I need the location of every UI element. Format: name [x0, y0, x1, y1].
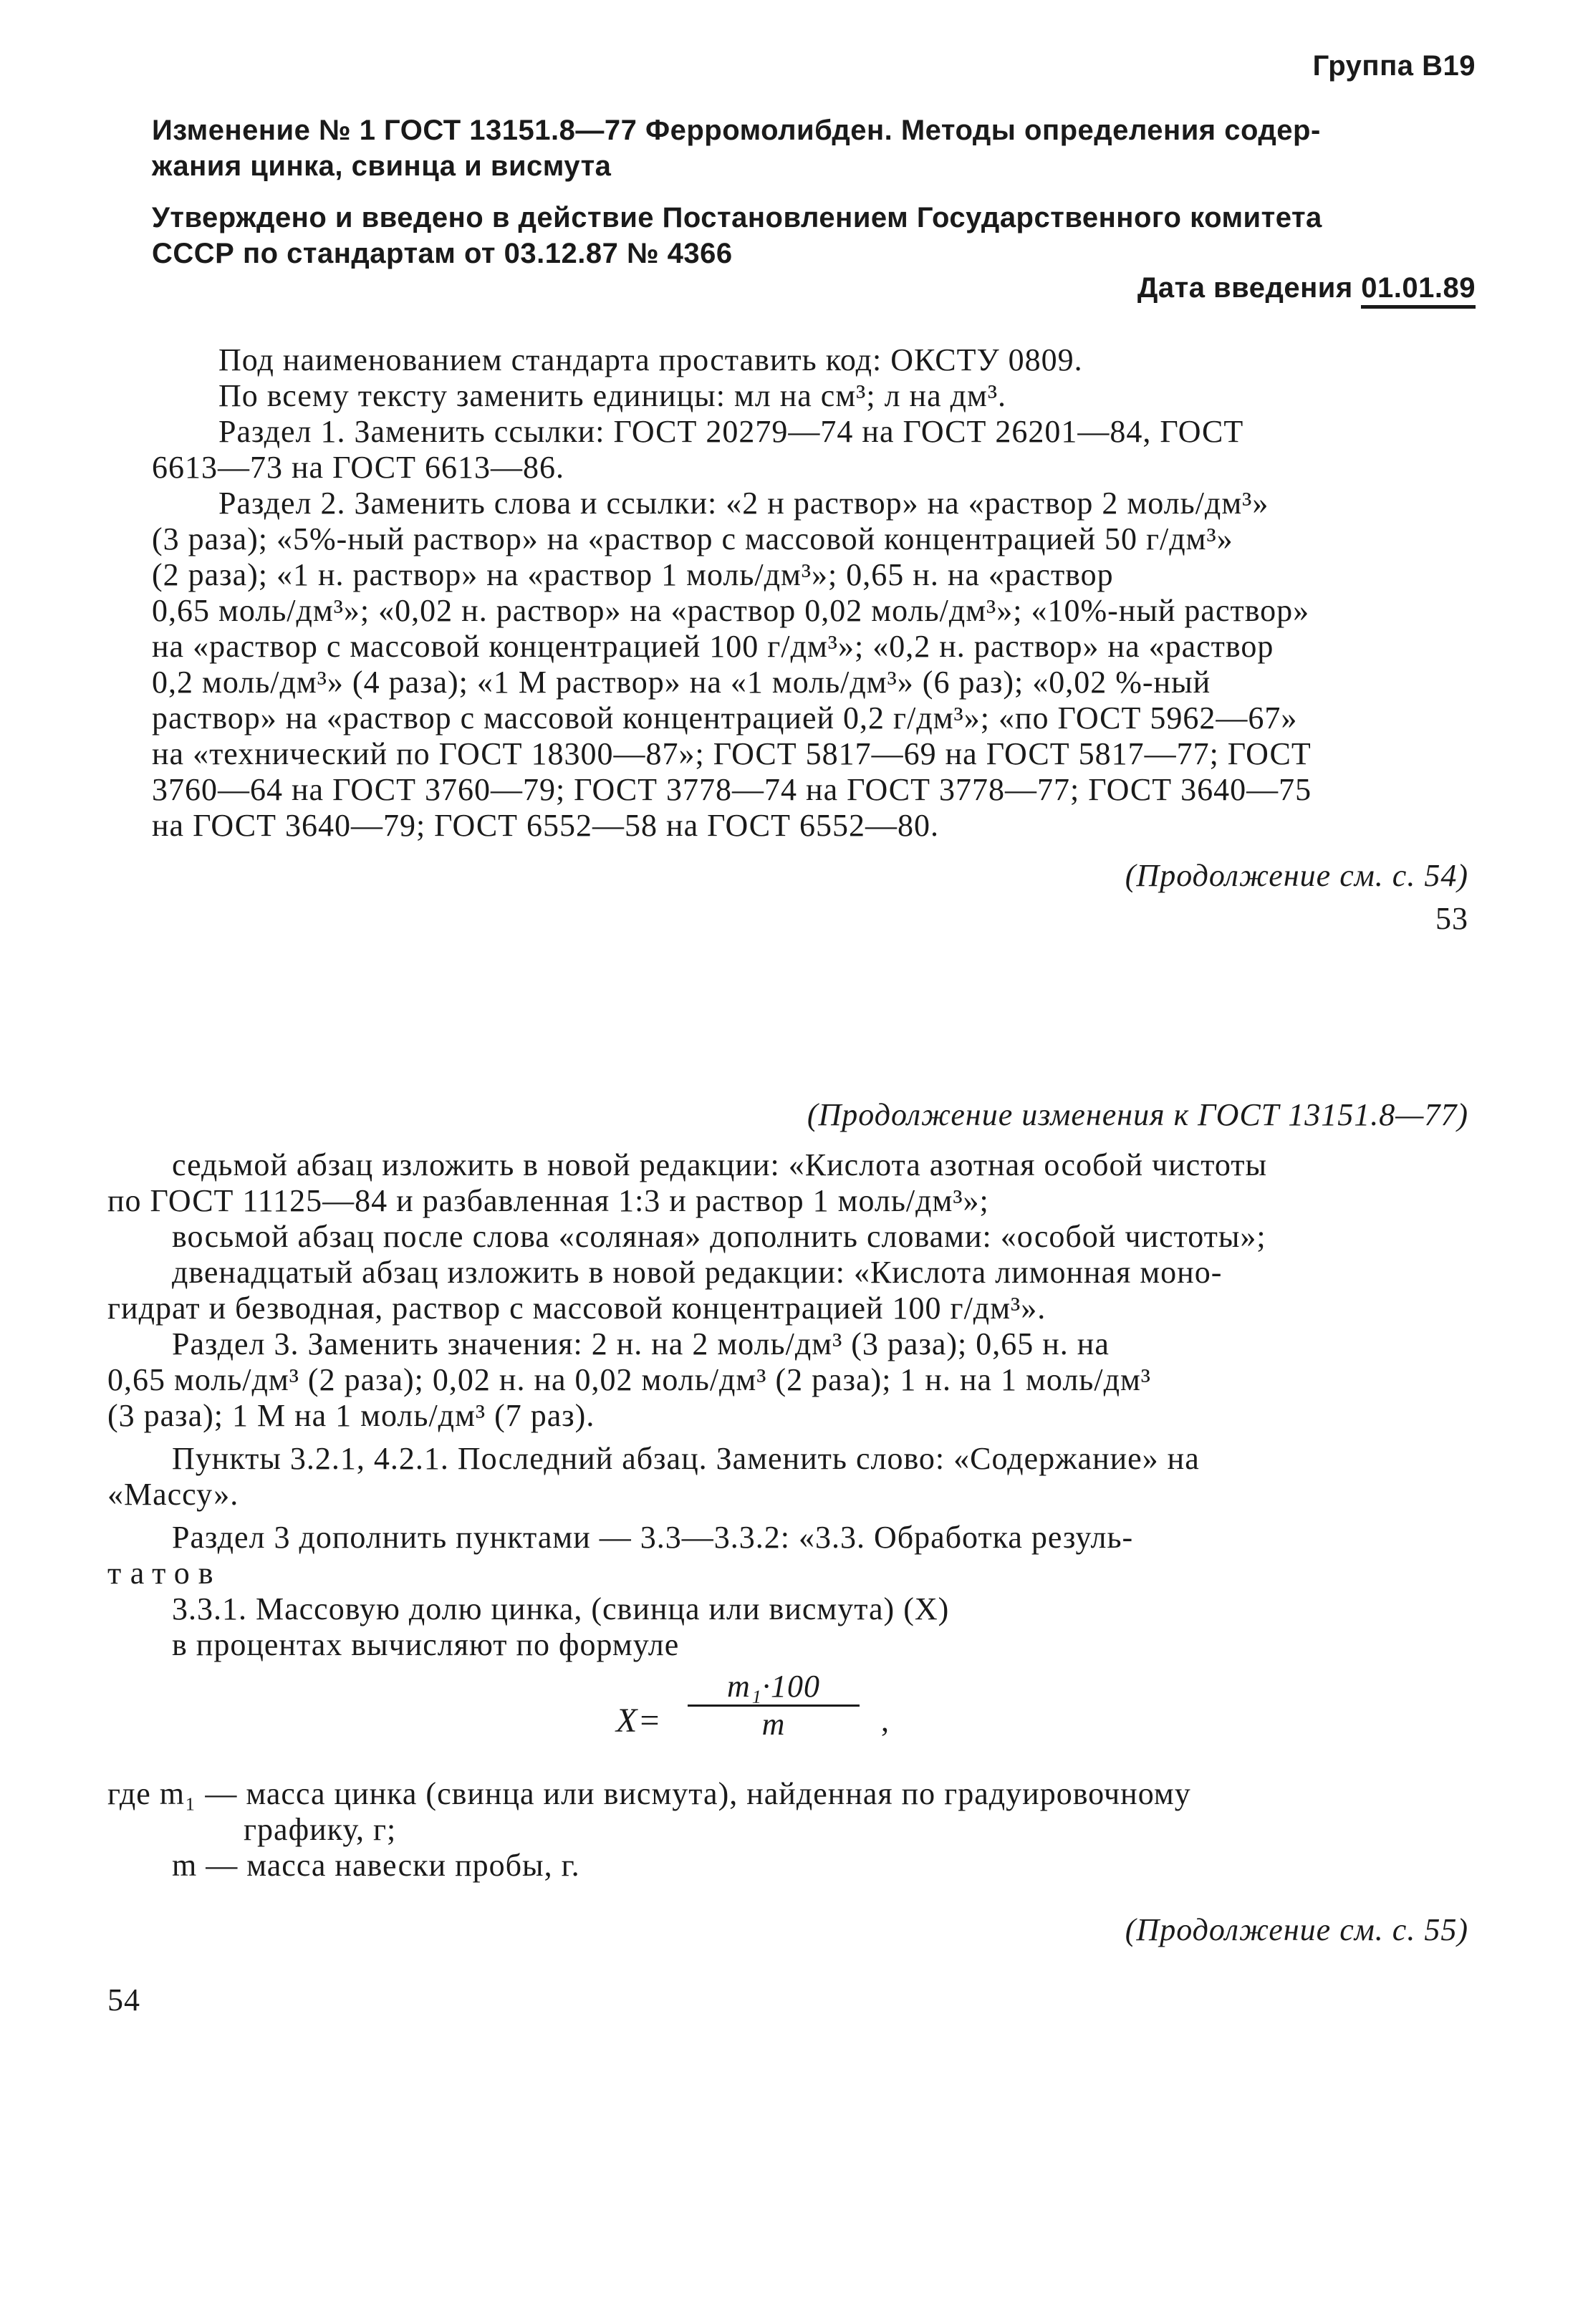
body-line: Раздел 3. Заменить значения: 2 н. на 2 моль/дм³ (3 раза); 0,65 н. на [172, 1326, 1110, 1361]
body-line: седьмой абзац изложить в новой редакции: «Кислота азотная особой чистоты [172, 1147, 1268, 1182]
body-line: «Массу». [107, 1477, 239, 1512]
body-line: Пункты 3.2.1, 4.2.1. Последний абзац. Заменить слово: «Содержание» на [172, 1441, 1200, 1476]
body-line: 0,2 моль/дм³» (4 раза); «1 М раствор» на «1 моль/дм³» (6 раз); «0,02 %-ный [152, 665, 1211, 700]
page-number: 53 [1435, 901, 1468, 936]
formula-denominator: m [761, 1707, 786, 1742]
body-line: в процентах вычисляют по формуле [172, 1627, 680, 1662]
body-line: по ГОСТ 11125—84 и разбавленная 1:3 и раствор 1 моль/дм³»; [107, 1183, 989, 1218]
body-line: на «технический по ГОСТ 18300—87»; ГОСТ 5817—69 на ГОСТ 5817—77; ГОСТ [152, 736, 1312, 771]
page-53 [0, 0, 1583, 953]
where-line: где m₁ — масса цинка (свинца или висмута), найденная по градуировочному [107, 1776, 1191, 1811]
continuation-header: (Продолжение изменения к ГОСТ 13151.8—77) [807, 1097, 1468, 1132]
formula-lhs: X= [616, 1702, 662, 1740]
body-line: Раздел 1. Заменить ссылки: ГОСТ 20279—74 на ГОСТ 26201—84, ГОСТ [218, 414, 1244, 449]
body-line: двенадцатый абзац изложить в новой редакции: «Кислота лимонная моно- [172, 1255, 1223, 1290]
body-line: на «раствор с массовой концентрацией 100 г/дм³»; «0,2 н. раствор» на «раствор [152, 629, 1274, 664]
body-line: По всему тексту заменить единицы: мл на см³; л на дм³. [218, 378, 1007, 413]
page-number: 54 [107, 1982, 140, 2017]
body-line: Раздел 3 дополнить пунктами — 3.3—3.3.2: «3.3. Обработка резуль- [172, 1520, 1134, 1555]
body-line: (3 раза); 1 М на 1 моль/дм³ (7 раз). [107, 1398, 595, 1433]
body-line: татов [107, 1556, 222, 1591]
body-line: 0,65 моль/дм³»; «0,02 н. раствор» на «раствор 0,02 моль/дм³»; «10%-ный раствор» [152, 593, 1310, 628]
continuation-note: (Продолжение см. с. 54) [1125, 858, 1468, 893]
body-line: 3760—64 на ГОСТ 3760—79; ГОСТ 3778—74 на ГОСТ 3778—77; ГОСТ 3640—75 [152, 772, 1312, 807]
body-line: 3.3.1. Массовую долю цинка, (свинца или висмута) (X) [172, 1591, 950, 1626]
body-line: Под наименованием стандарта проставить код: ОКСТУ 0809. [218, 342, 1083, 377]
where-line: графику, г; [244, 1812, 397, 1847]
approved-line-2: СССР по стандартам от 03.12.87 № 4366 [152, 238, 733, 269]
effective-date [1137, 271, 1476, 305]
formula-numerator: m₁·100 [726, 1669, 821, 1704]
body-line: восьмой абзац после слова «соляная» дополнить словами: «особой чистоты»; [172, 1219, 1266, 1254]
body-line: 6613—73 на ГОСТ 6613—86. [152, 450, 564, 485]
body-line: 0,65 моль/дм³ (2 раза); 0,02 н. на 0,02 моль/дм³ (2 раза); 1 н. на 1 моль/дм³ [107, 1362, 1151, 1397]
effective-date-label: Дата введения [1137, 272, 1362, 304]
approved-line-1: Утверждено и введено в действие Постановлением Государственного комитета [152, 202, 1322, 233]
body-line: на ГОСТ 3640—79; ГОСТ 6552—58 на ГОСТ 6552—80. [152, 808, 940, 843]
formula-fraction [688, 1669, 860, 1742]
change-title-line-2: жания цинка, свинца и висмута [152, 150, 612, 182]
formula-trailing: , [881, 1703, 890, 1738]
page-54 [0, 953, 1583, 2324]
body-line: гидрат и безводная, раствор с массовой концентрацией 100 г/дм³». [107, 1291, 1046, 1326]
continuation-note: (Продолжение см. с. 55) [1125, 1912, 1468, 1947]
body-line: (3 раза); «5%-ный раствор» на «раствор с массовой концентрацией 50 г/дм³» [152, 521, 1233, 556]
effective-date-value: 01.01.89 [1361, 272, 1476, 309]
change-title-line-1: Изменение № 1 ГОСТ 13151.8—77 Ферромолибден. Методы определения содер- [152, 115, 1321, 146]
body-line: Раздел 2. Заменить слова и ссылки: «2 н раствор» на «раствор 2 моль/дм³» [218, 486, 1269, 521]
body-line: раствор» на «раствор с массовой концентрацией 0,2 г/дм³»; «по ГОСТ 5962—67» [152, 700, 1298, 736]
where-line: m — масса навески пробы, г. [172, 1848, 580, 1883]
body-line: (2 раза); «1 н. раствор» на «раствор 1 моль/дм³»; 0,65 н. на «раствор [152, 557, 1114, 592]
group-label: Группа В19 [1312, 50, 1476, 82]
